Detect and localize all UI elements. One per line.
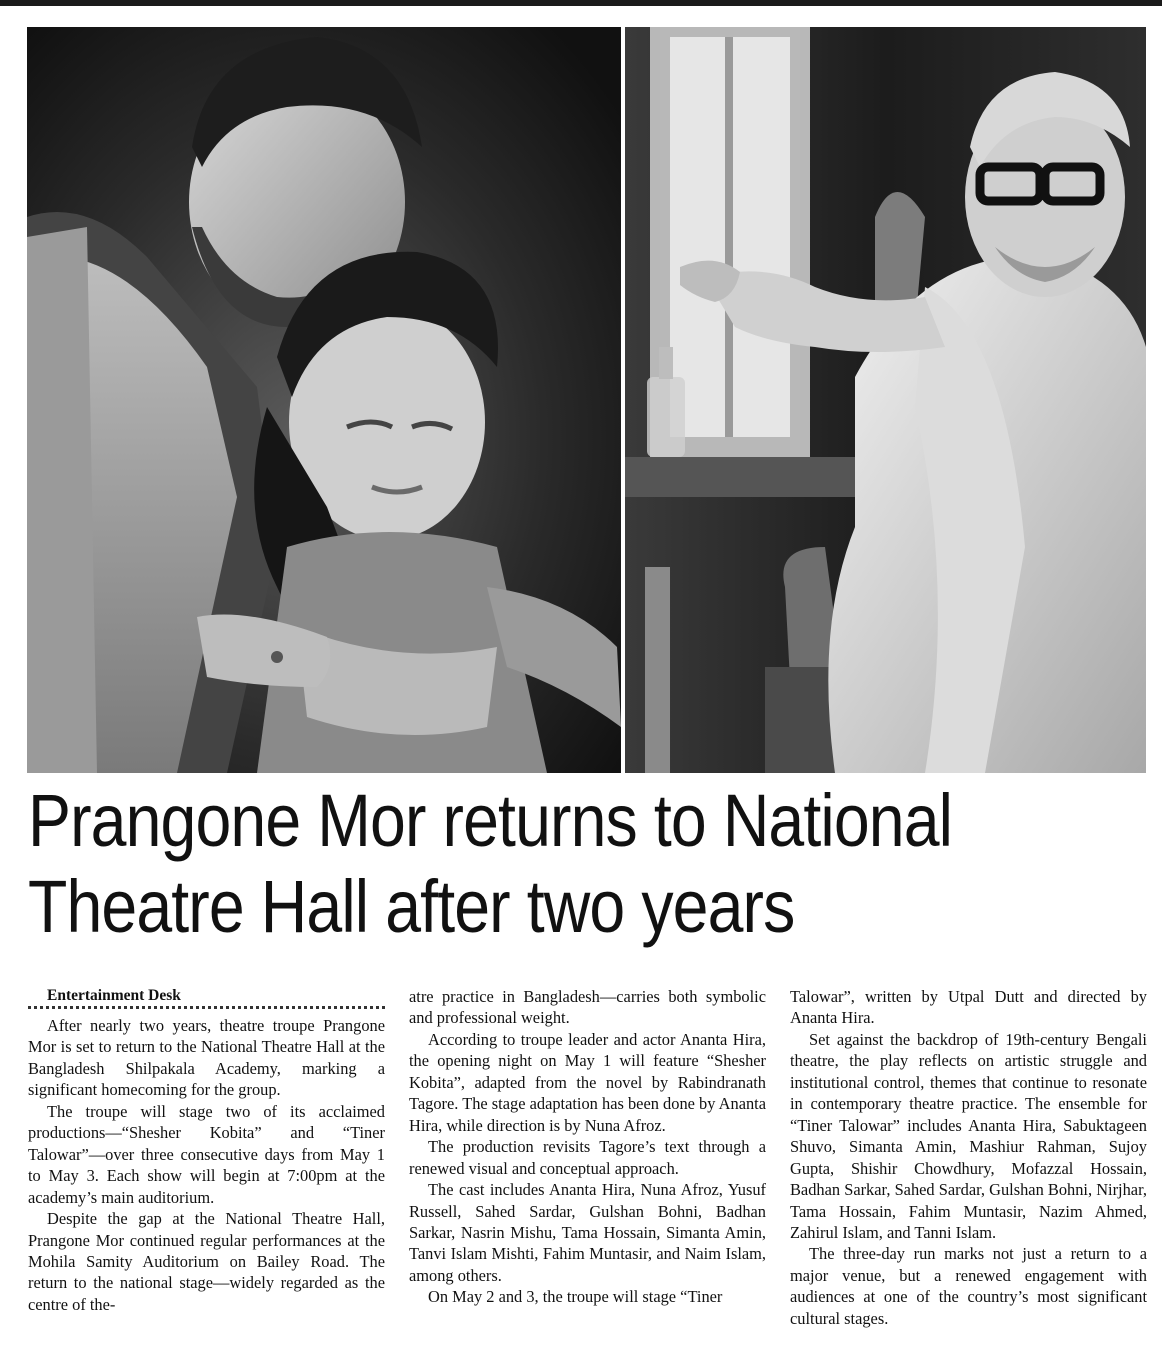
article-column-2 xyxy=(409,986,766,1308)
article-paragraph: The troupe will stage two of its acclaimed productions—“Shesher Kobita” and “Tiner Talowar”—over three consecutive days from May 1 to May 3. Each show will begin at 7:00pm at the academy’s main auditorium. xyxy=(28,1101,385,1207)
article-paragraph: Talowar”, written by Utpal Dutt and directed by Ananta Hira. xyxy=(790,987,1147,1028)
article-paragraph: Set against the backdrop of 19th-century Bengali theatre, the play reflects on artistic struggle and institutional control, themes that continue to resonate in contemporary theatre practice. The ensemble for “Tiner Talowar” includes Ananta Hira, Sabuktageen Shuvo, Simanta Amin, Mashiur Rahman, Sujoy Gupta, Shishir Chowdhury, Mofazzal Hossain, Badhan Sarkar, Sahed Sardar, Gulshan Bohni, Nirjhar, Tama Hossain, Fahim Muntasir, Nazim Ahmed, Zahirul Islam, and Tanni Islam. xyxy=(790,1029,1147,1242)
byline: Entertainment Desk xyxy=(47,987,181,1004)
article-column-3 xyxy=(790,986,1147,1329)
article-paragraph: atre practice in Bangladesh—carries both symbolic and professional weight. xyxy=(409,987,766,1028)
headline-line-2: Theatre Hall after two years xyxy=(28,865,795,948)
top-rule xyxy=(0,0,1162,6)
article-column-1 xyxy=(28,986,385,1315)
headline-line-1: Prangone Mor returns to National xyxy=(28,779,953,862)
article-paragraph: The cast includes Ananta Hira, Nuna Afroz, Yusuf Russell, Sahed Sardar, Gulshan Bohni, Badhan Sarkar, Nasrin Mishu, Tama Hossain, Simanta Amin, Tanvi Islam Mishti, Fahim Muntasir, and Naim Islam, among others. xyxy=(409,1180,766,1285)
article-paragraph: According to troupe leader and actor Ananta Hira, the opening night on May 1 will feature “Shesher Kobita”, adapted from the novel by Rabindranath Tagore. The stage adaptation has been done by Ananta Hira, while direction is by Nuna Afroz. xyxy=(409,1029,766,1135)
article-paragraph: The production revisits Tagore’s text through a renewed visual and conceptual approach. xyxy=(409,1137,766,1178)
article-paragraph: After nearly two years, theatre troupe Prangone Mor is set to return to the National Theatre Hall at the Bangladesh Shilpakala Academy, marking a significant homecoming for the group. xyxy=(28,1016,385,1100)
elder-photo-illustration xyxy=(625,27,1146,773)
theatre-elder-pointing-photo xyxy=(625,27,1146,773)
byline-dotted-rule xyxy=(28,1006,385,1009)
theatre-couple-photo xyxy=(27,27,621,773)
article-paragraph: The three-day run marks not just a return to a major venue, but a renewed engagement with audiences at one of the country’s most significant cultural stages. xyxy=(790,1244,1147,1328)
article-paragraph: On May 2 and 3, the troupe will stage “Tiner xyxy=(428,1287,723,1307)
headline xyxy=(28,778,1002,950)
article-paragraph: Despite the gap at the National Theatre Hall, Prangone Mor continued regular performances at the Mohila Samity Auditorium on Bailey Road. The return to the national stage—widely regarded as the centre of the- xyxy=(28,1209,385,1314)
couple-photo-illustration xyxy=(27,27,621,773)
